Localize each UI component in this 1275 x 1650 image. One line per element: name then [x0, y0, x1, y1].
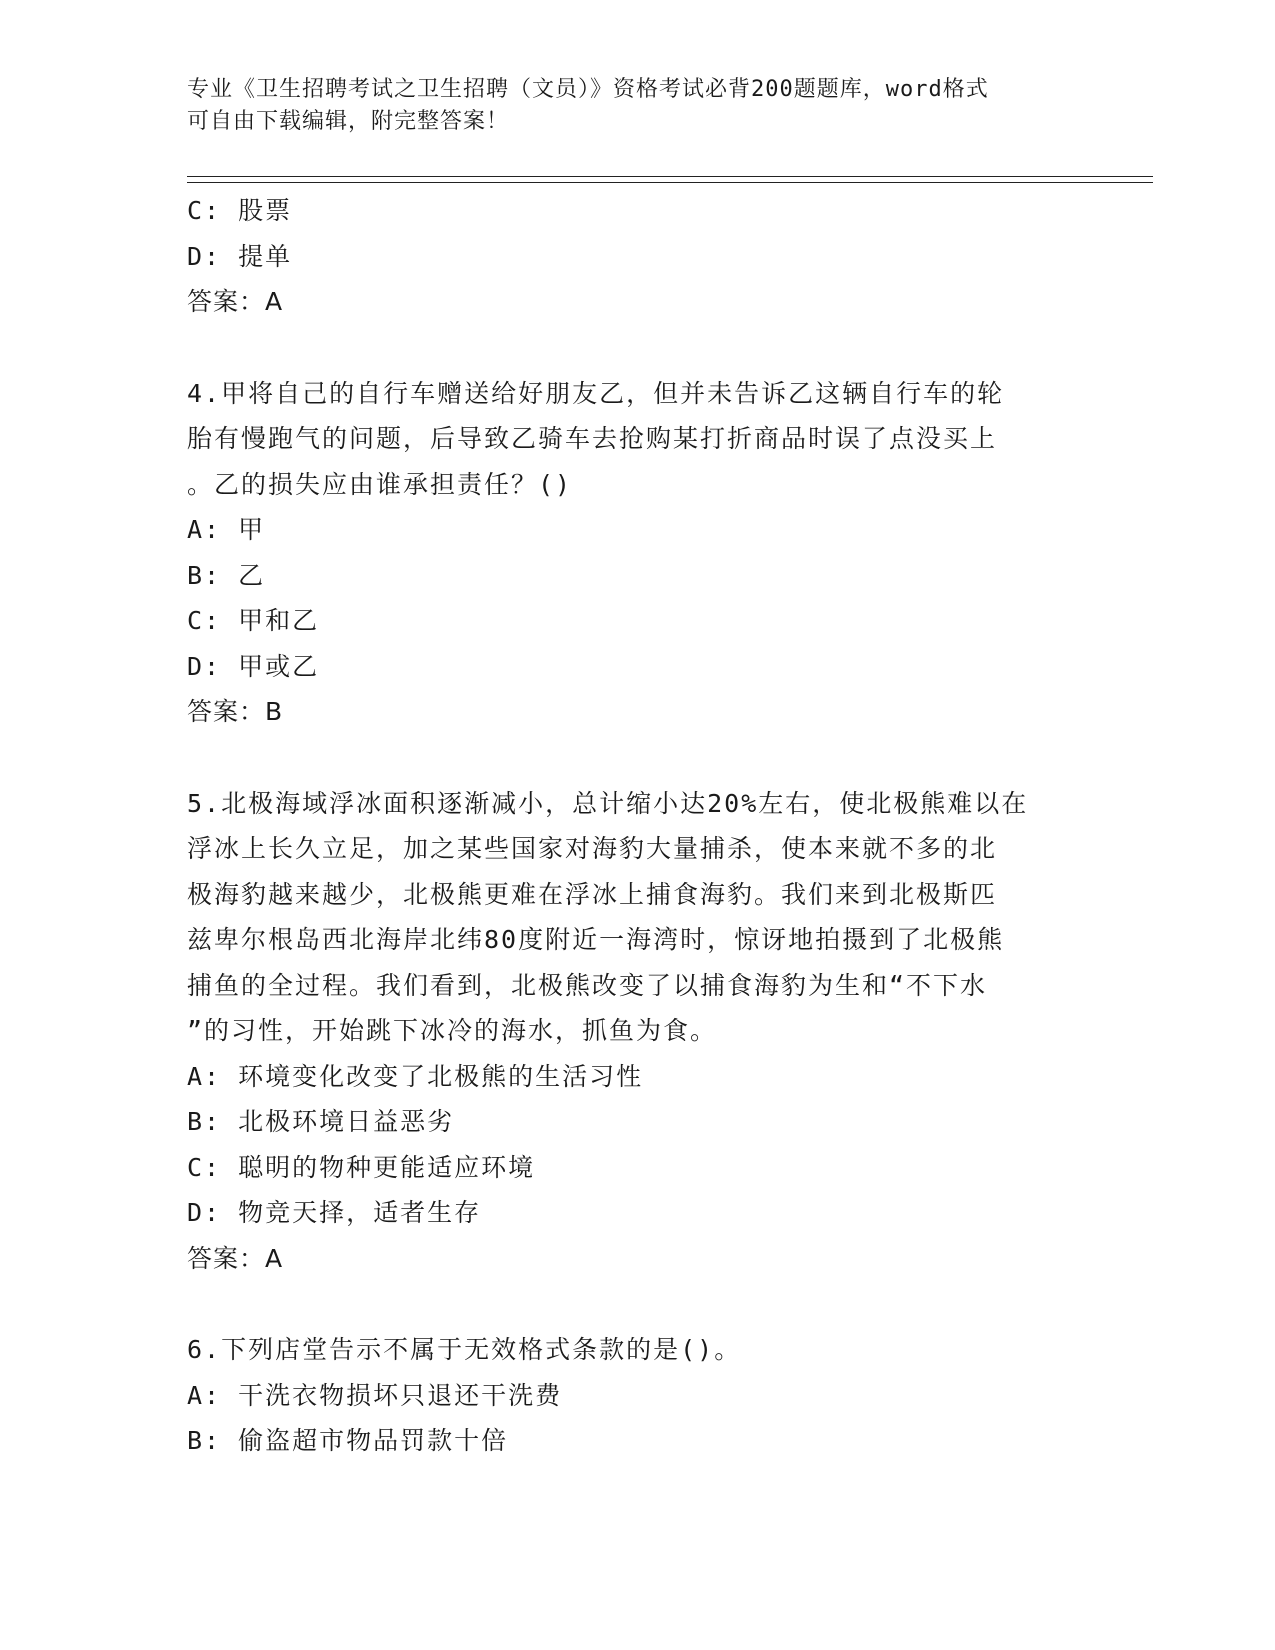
question-text-line: 。乙的损失应由谁承担责任？(): [187, 469, 573, 499]
header-title-line-2: 可自由下载编辑，附完整答案！: [187, 109, 510, 134]
question-text-line: 6.下列店堂告示不属于无效格式条款的是()。: [187, 1335, 742, 1364]
question-3-tail: [187, 188, 1087, 325]
question-text-line: 极海豹越来越少，北极熊更难在浮冰上捕食海豹。我们来到北极斯匹: [187, 879, 998, 909]
spacer: [187, 735, 1087, 781]
option-a: A: 环境变化改变了北极熊的生活习性: [187, 1061, 644, 1091]
question-text-line: 胎有慢跑气的问题，后导致乙骑车去抢购某打折商品时误了点没买上: [187, 424, 998, 453]
answer-label: 答案：A: [187, 287, 284, 316]
option-d: D: 提单: [187, 241, 293, 271]
question-text-line: 浮冰上长久立足，加之某些国家对海豹大量捕杀，使本来就不多的北: [187, 834, 998, 863]
question-6: [187, 1327, 1087, 1464]
question-4: [187, 371, 1087, 735]
option-c: C: 聪明的物种更能适应环境: [187, 1152, 536, 1182]
answer-label: 答案：B: [187, 697, 284, 726]
spacer: [187, 1281, 1087, 1327]
spacer: [187, 325, 1087, 371]
option-d: D: 甲或乙: [187, 651, 320, 681]
header-title-line-1: 专业《卫生招聘考试之卫生招聘（文员）》资格考试必背200题题库，word格式: [187, 77, 989, 102]
header-double-rule: [187, 176, 1153, 183]
option-d: D: 物竞天择，适者生存: [187, 1198, 482, 1227]
option-a: A: 干洗衣物损坏只退还干洗费: [187, 1380, 563, 1410]
question-5: [187, 781, 1087, 1282]
option-c: C: 甲和乙: [187, 606, 320, 635]
option-b: B: 乙: [187, 560, 266, 590]
question-text-line: 4.甲将自己的自行车赠送给好朋友乙，但并未告诉乙这辆自行车的轮: [187, 378, 1005, 408]
answer-label: 答案：A: [187, 1243, 284, 1273]
question-text-line: 5.北极海域浮冰面积逐渐减小，总计缩小达20%左右，使北极熊难以在: [187, 788, 1029, 818]
question-list: [187, 188, 1087, 1464]
option-b: B: 偷盗超市物品罚款十倍: [187, 1426, 509, 1455]
option-c: C: 股票: [187, 196, 293, 225]
document-header: [187, 74, 1067, 138]
option-b: B: 北极环境日益恶劣: [187, 1107, 455, 1136]
option-a: A: 甲: [187, 515, 266, 544]
question-text-line: ”的习性，开始跳下冰冷的海水，抓鱼为食。: [187, 1016, 718, 1045]
question-text-line: 捕鱼的全过程。我们看到，北极熊改变了以捕食海豹为生和“不下水: [187, 970, 988, 1000]
question-text-line: 兹卑尔根岛西北海岸北纬80度附近一海湾时，惊讶地拍摄到了北极熊: [187, 925, 1005, 954]
